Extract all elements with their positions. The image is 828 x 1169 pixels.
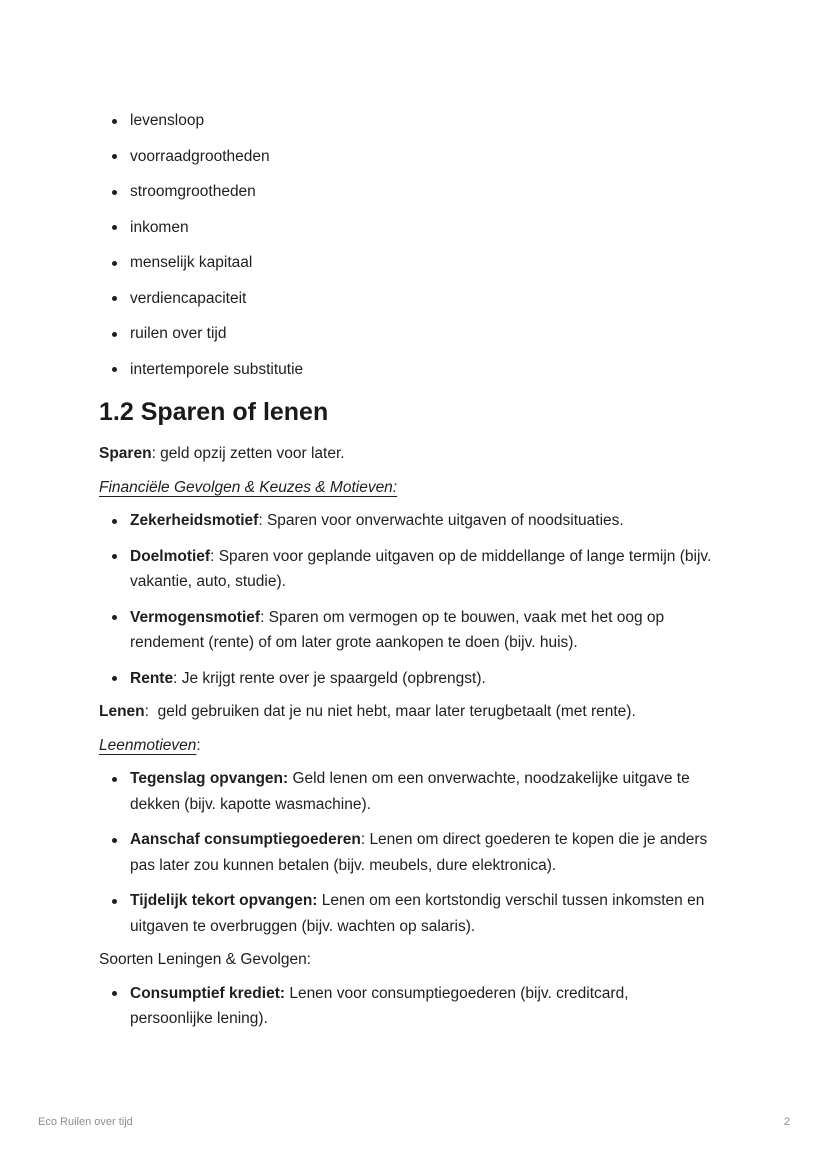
term: Tegenslag opvangen: <box>130 770 289 787</box>
list-item <box>99 827 715 878</box>
list-item <box>99 766 715 817</box>
list-item-text: Geld lenen om een onverwachte, noodzakelijke uitgave te dekken (bijv. kapotte wasmachine). <box>130 770 695 813</box>
definition-text: : geld gebruiken dat je nu niet hebt, maar later terugbetaalt (met rente). <box>144 703 636 720</box>
list-item <box>99 508 715 534</box>
list-item <box>99 215 715 241</box>
list-item-text: ruilen over tijd <box>130 325 227 342</box>
list-item <box>99 179 715 205</box>
leenmotieven-list <box>99 766 715 939</box>
sparen-definition <box>99 441 715 467</box>
term: Sparen <box>99 445 152 462</box>
list-item-text: : Je krijgt rente over je spaargeld (opbrengst). <box>173 669 486 687</box>
lenen-definition <box>99 699 715 725</box>
list-item-text: : Sparen om vermogen op te bouwen, vaak met het oog op rendement (rente) of om later grote aankopen te doen (bijv. huis). <box>130 608 669 651</box>
list-item <box>99 888 715 939</box>
leenmotieven-heading-text: Leenmotieven <box>99 736 197 754</box>
leenmotieven-heading-suffix: : <box>196 736 201 754</box>
term: Aanschaf consumptiegoederen <box>130 831 361 848</box>
list-item-text: levensloop <box>130 112 205 129</box>
list-item-text: verdiencapaciteit <box>130 289 247 307</box>
document-content <box>99 0 715 1040</box>
list-item <box>99 605 715 656</box>
list-item <box>99 144 715 170</box>
list-item-text: Lenen om een kortstondig verschil tussen inkomsten en uitgaven te overbruggen (bijv. wachten op salaris). <box>130 892 709 935</box>
list-item <box>99 981 715 1032</box>
list-item-text: voorraadgrootheden <box>130 147 270 165</box>
leenmotieven-heading <box>99 733 715 759</box>
list-item <box>99 544 715 595</box>
list-item <box>99 357 715 383</box>
sparen-motieven-list <box>99 508 715 691</box>
term: Lenen <box>99 703 145 720</box>
list-item-text: menselijk kapitaal <box>130 254 253 271</box>
list-item-text: inkomen <box>130 218 189 236</box>
financiele-heading <box>99 475 715 501</box>
financiele-heading-text: Financiële Gevolgen & Keuzes & Motieven: <box>99 478 398 496</box>
definition-text: : geld opzij zetten voor later. <box>151 445 345 462</box>
intro-list <box>99 108 715 382</box>
list-item <box>99 321 715 347</box>
list-item <box>99 250 715 276</box>
term: Rente <box>130 669 174 687</box>
page-number: 2 <box>783 1116 790 1128</box>
soorten-leningen-list <box>99 981 715 1032</box>
soorten-heading: Soorten Leningen & Gevolgen: <box>99 951 311 968</box>
term: Consumptief krediet: <box>130 984 286 1002</box>
term: Doelmotief <box>130 547 211 565</box>
list-item-text: : Sparen voor geplande uitgaven op de middellange of lange termijn (bijv. vakantie, auto, studie). <box>130 547 716 590</box>
list-item-text: : Sparen voor onverwachte uitgaven of noodsituaties. <box>258 512 624 529</box>
term: Zekerheidsmotief <box>130 512 259 529</box>
term: Tijdelijk tekort opvangen: <box>130 892 318 909</box>
term: Vermogensmotief <box>130 608 261 626</box>
list-item-text: : Lenen om direct goederen te kopen die je anders pas later zou kunnen betalen (bijv. meubels, dure elektronica). <box>130 831 712 874</box>
list-item <box>99 666 715 692</box>
list-item-text: Lenen voor consumptiegoederen (bijv. creditcard, persoonlijke lening). <box>130 984 633 1027</box>
footer <box>38 1115 790 1129</box>
footer-title: Eco Ruilen over tijd <box>38 1116 133 1128</box>
list-item-text: intertemporele substitutie <box>130 360 304 378</box>
section-heading: 1.2 Sparen of lenen <box>99 398 329 426</box>
list-item <box>99 286 715 312</box>
list-item-text: stroomgrootheden <box>130 183 256 200</box>
list-item <box>99 108 715 134</box>
